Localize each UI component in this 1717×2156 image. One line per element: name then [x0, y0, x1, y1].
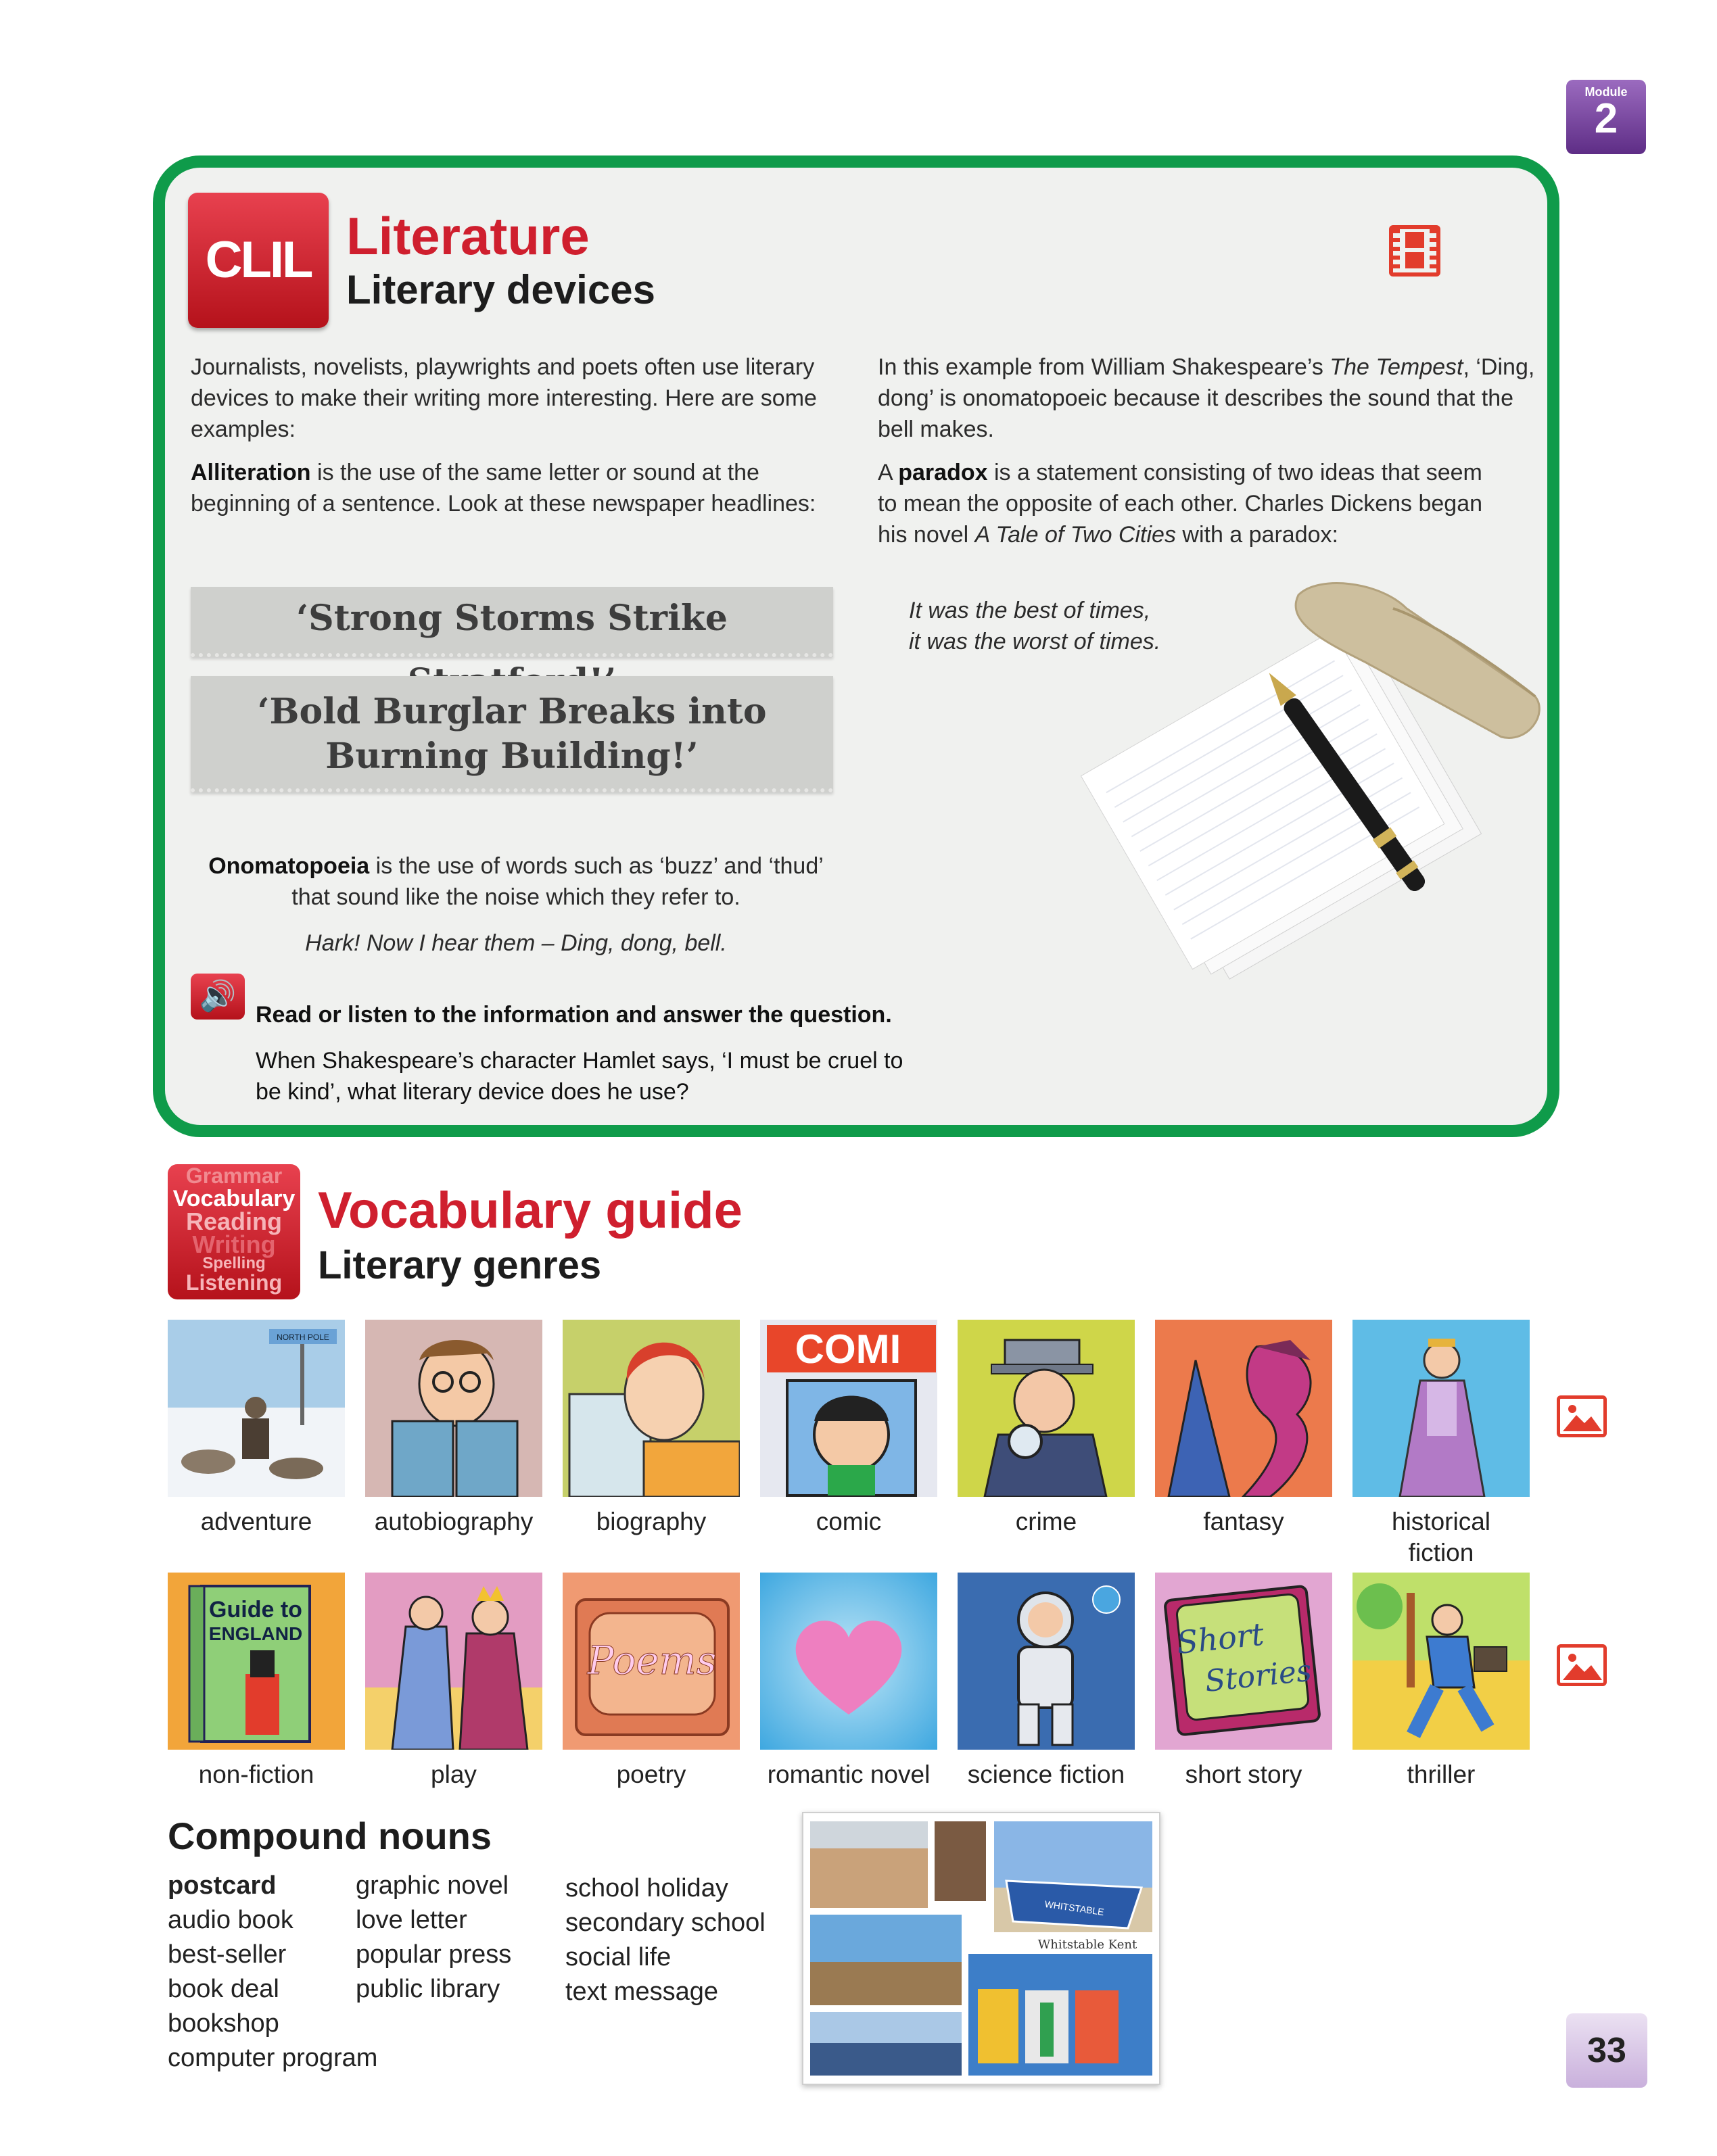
- stories-title: Stories: [1203, 1653, 1313, 1699]
- paradox-text: is a statement consisting of two ideas that seem to mean the opposite of each other. Charles Dickens began his novel: [878, 460, 1483, 548]
- logo-word-reading: Reading: [185, 1207, 282, 1235]
- genre-label-crime: crime: [1015, 1508, 1077, 1535]
- genre-image-thriller[interactable]: [1353, 1573, 1530, 1750]
- vocab-skills-logo: [168, 1164, 300, 1299]
- paradox-a: A: [878, 460, 899, 485]
- onomatopoeia-quote: Hark! Now I hear them – Ding, dong, bell.: [305, 930, 727, 956]
- paradox-term: paradox: [898, 460, 988, 485]
- genre-label-science-fiction: science fiction: [967, 1760, 1125, 1788]
- vocab-subtitle: Literary genres: [318, 1243, 602, 1287]
- logo-word-grammar: Grammar: [185, 1164, 283, 1188]
- film-icon[interactable]: [1389, 225, 1440, 277]
- genre-image-science-fiction[interactable]: [958, 1573, 1135, 1750]
- genre-label-thriller: thriller: [1407, 1760, 1476, 1788]
- paradox-quote-1: It was the best of times,: [909, 598, 1151, 623]
- intro-paragraph: Journalists, novelists, playwrights and poets often use literary devices to make their writing more interesting. Here are some examples:: [191, 354, 817, 442]
- compound-item: school holiday: [565, 1874, 728, 1902]
- north-pole-sign: NORTH POLE: [277, 1333, 329, 1342]
- paradox-book: A Tale of Two Cities: [974, 522, 1176, 548]
- genre-image-play[interactable]: [365, 1573, 542, 1750]
- paradox-paragraph: [878, 457, 1507, 550]
- clil-logo: CLIL: [188, 193, 329, 328]
- compound-column-3: [565, 1871, 766, 2009]
- logo-word-writing: Writing: [192, 1230, 276, 1258]
- poems-title: Poems: [587, 1637, 717, 1683]
- genre-image-poetry[interactable]: [563, 1573, 740, 1750]
- compound-item: love letter: [356, 1906, 467, 1934]
- compound-item: postcard: [168, 1871, 277, 1900]
- tempest-post: , ‘Ding, dong’ is onomatopoeic because it describes the sound that the bell makes.: [878, 354, 1535, 442]
- instruction: Read or listen to the information and answer the question.: [256, 1002, 892, 1028]
- genre-label-play: play: [431, 1760, 477, 1788]
- question: When Shakespeare’s character Hamlet says, ‘I must be cruel to be kind’, what literary device does he use?: [256, 1048, 903, 1105]
- logo-word-vocabulary: Vocabulary: [172, 1186, 296, 1212]
- genre-label-romantic-novel: romantic novel: [767, 1760, 931, 1788]
- vocab-title: Vocabulary guide: [318, 1182, 743, 1239]
- compound-item: book deal: [168, 1975, 279, 2003]
- short-title: Short: [1175, 1615, 1266, 1661]
- tempest-paragraph: [878, 352, 1540, 445]
- alliteration-text: is the use of the same letter or sound at the beginning of a sentence. Look at these newspaper headlines:: [191, 460, 816, 517]
- genre-label-comic: comic: [816, 1508, 882, 1535]
- logo-word-spelling: Spelling: [202, 1254, 266, 1272]
- logo-word-listening: Listening: [185, 1270, 283, 1295]
- postcard-caption: Whitstable Kent: [1037, 1938, 1137, 1952]
- page-number: 33: [1566, 2013, 1647, 2088]
- genre-label-adventure: adventure: [200, 1508, 312, 1535]
- postcard-image: [802, 1812, 1160, 2085]
- compound-item: public library: [356, 1975, 500, 2003]
- tempest-title: The Tempest: [1330, 354, 1463, 380]
- compound-item: best-seller: [168, 1940, 287, 1969]
- genre-image-historical-fiction[interactable]: [1353, 1320, 1530, 1497]
- genre-image-crime[interactable]: [958, 1320, 1135, 1497]
- genre-image-comic[interactable]: [760, 1320, 937, 1497]
- genre-image-non-fiction[interactable]: [168, 1573, 345, 1750]
- postcard-boat-name: WHITSTABLE: [1043, 1898, 1105, 1918]
- guide-title-2: ENGLAND: [208, 1623, 303, 1644]
- comic-title: COMI: [795, 1326, 901, 1372]
- compound-column-1: [168, 1869, 377, 2076]
- compound-item: graphic novel: [356, 1871, 509, 1900]
- alliteration-paragraph: [191, 457, 820, 519]
- image-icon[interactable]: [1557, 1395, 1607, 1437]
- genre-label-biography: biography: [596, 1508, 707, 1535]
- compound-column-2: [356, 1869, 511, 2007]
- genre-label-autobiography: autobiography: [374, 1508, 534, 1535]
- genre-image-fantasy[interactable]: [1155, 1320, 1332, 1497]
- module-number: 2: [1594, 95, 1618, 142]
- compound-item: secondary school: [565, 1909, 766, 1937]
- compound-item: audio book: [168, 1906, 293, 1934]
- genre-image-romantic-novel[interactable]: [760, 1573, 937, 1750]
- compound-item: computer program: [168, 2044, 378, 2072]
- clil-title: Literature: [346, 206, 590, 266]
- clil-subtitle: Literary devices: [346, 267, 655, 312]
- headline-2: ‘Bold Burglar Breaks into Burning Building!’: [191, 676, 833, 792]
- onomatopoeia-paragraph: [202, 851, 830, 913]
- genre-label-poetry: poetry: [616, 1760, 686, 1788]
- genre-label-non-fiction: non-fiction: [198, 1760, 314, 1788]
- compound-title: Compound nouns: [168, 1815, 492, 1857]
- guide-title-1: Guide to: [209, 1597, 302, 1623]
- onomatopoeia-term: Onomatopoeia: [208, 853, 370, 879]
- speaker-icon[interactable]: 🔊: [191, 974, 245, 1020]
- onomatopoeia-text: is the use of words such as ‘buzz’ and ‘thud’ that sound like the noise which they refer to.: [291, 853, 824, 910]
- genre-label-historical-fiction: historical fiction: [1392, 1508, 1490, 1566]
- compound-item: bookshop: [168, 2009, 279, 2038]
- notepad-pen-illustration: [1028, 568, 1542, 987]
- compound-item: social life: [565, 1943, 672, 1971]
- genre-image-adventure[interactable]: [168, 1320, 345, 1497]
- genre-image-biography[interactable]: [563, 1320, 740, 1497]
- module-label: Module: [1584, 85, 1628, 99]
- module-badge: [1566, 80, 1646, 154]
- compound-item: text message: [565, 1978, 718, 2006]
- paradox-quote-2: it was the worst of times.: [909, 629, 1161, 654]
- genre-label-fantasy: fantasy: [1203, 1508, 1284, 1535]
- genre-label-short-story: short story: [1185, 1760, 1302, 1788]
- genre-image-short-story[interactable]: [1155, 1573, 1332, 1750]
- tempest-pre: In this example from William Shakespeare’s: [878, 354, 1330, 380]
- headline-1: ‘Strong Storms Strike: [191, 587, 833, 657]
- alliteration-term: Alliteration: [191, 460, 311, 485]
- genre-image-autobiography[interactable]: [365, 1320, 542, 1497]
- compound-item: popular press: [356, 1940, 512, 1969]
- image-icon[interactable]: [1557, 1644, 1607, 1686]
- paradox-end: with a paradox:: [1175, 522, 1338, 548]
